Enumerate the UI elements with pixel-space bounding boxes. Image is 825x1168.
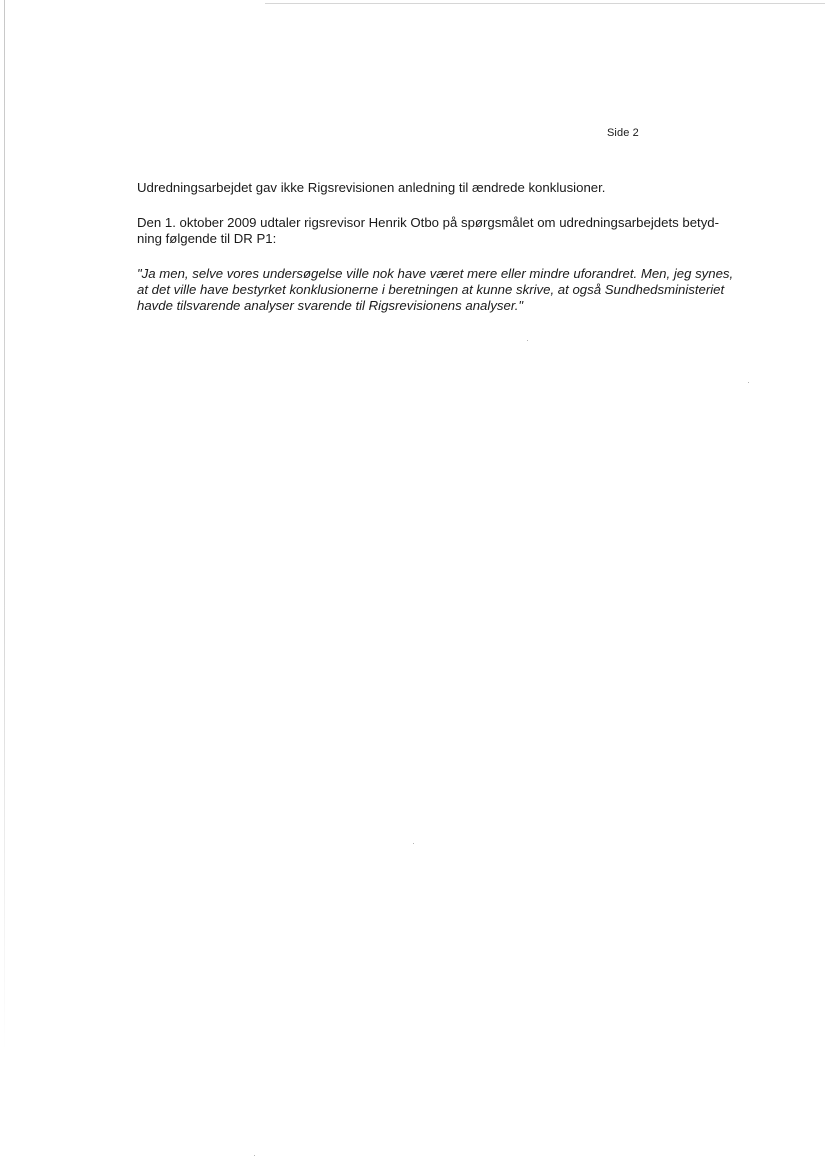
paragraph-statement-line-1: Den 1. oktober 2009 udtaler rigsrevisor Henrik Otbo på spørgsmålet om udredningsarbejdets betyd- <box>137 215 720 230</box>
scan-edge-left <box>4 0 5 1050</box>
quote-line-2: at det ville have bestyrket konklusionerne i beretningen at kunne skrive, at også Sundhedsministeriet <box>137 282 725 297</box>
quote-line-3: havde tilsvarende analyser svarende til Rigsrevisionens analyser." <box>137 298 524 313</box>
quote-line-1: "Ja men, selve vores undersøgelse ville nok have været mere eller mindre uforandret. Men, jeg synes, <box>137 266 734 281</box>
paragraph-statement-line-2: ning følgende til DR P1: <box>137 231 277 246</box>
scan-edge-top <box>265 3 825 4</box>
page-number: Side 2 <box>607 127 639 139</box>
paragraph-conclusions: Udredningsarbejdet gav ikke Rigsrevisionen anledning til ændrede konklusioner. <box>137 180 606 195</box>
paragraph-statement <box>137 215 757 247</box>
quote-block <box>137 266 757 314</box>
scan-speck <box>254 1155 255 1156</box>
scan-speck <box>413 843 414 844</box>
scan-speck <box>527 340 528 341</box>
scan-speck <box>748 382 749 383</box>
